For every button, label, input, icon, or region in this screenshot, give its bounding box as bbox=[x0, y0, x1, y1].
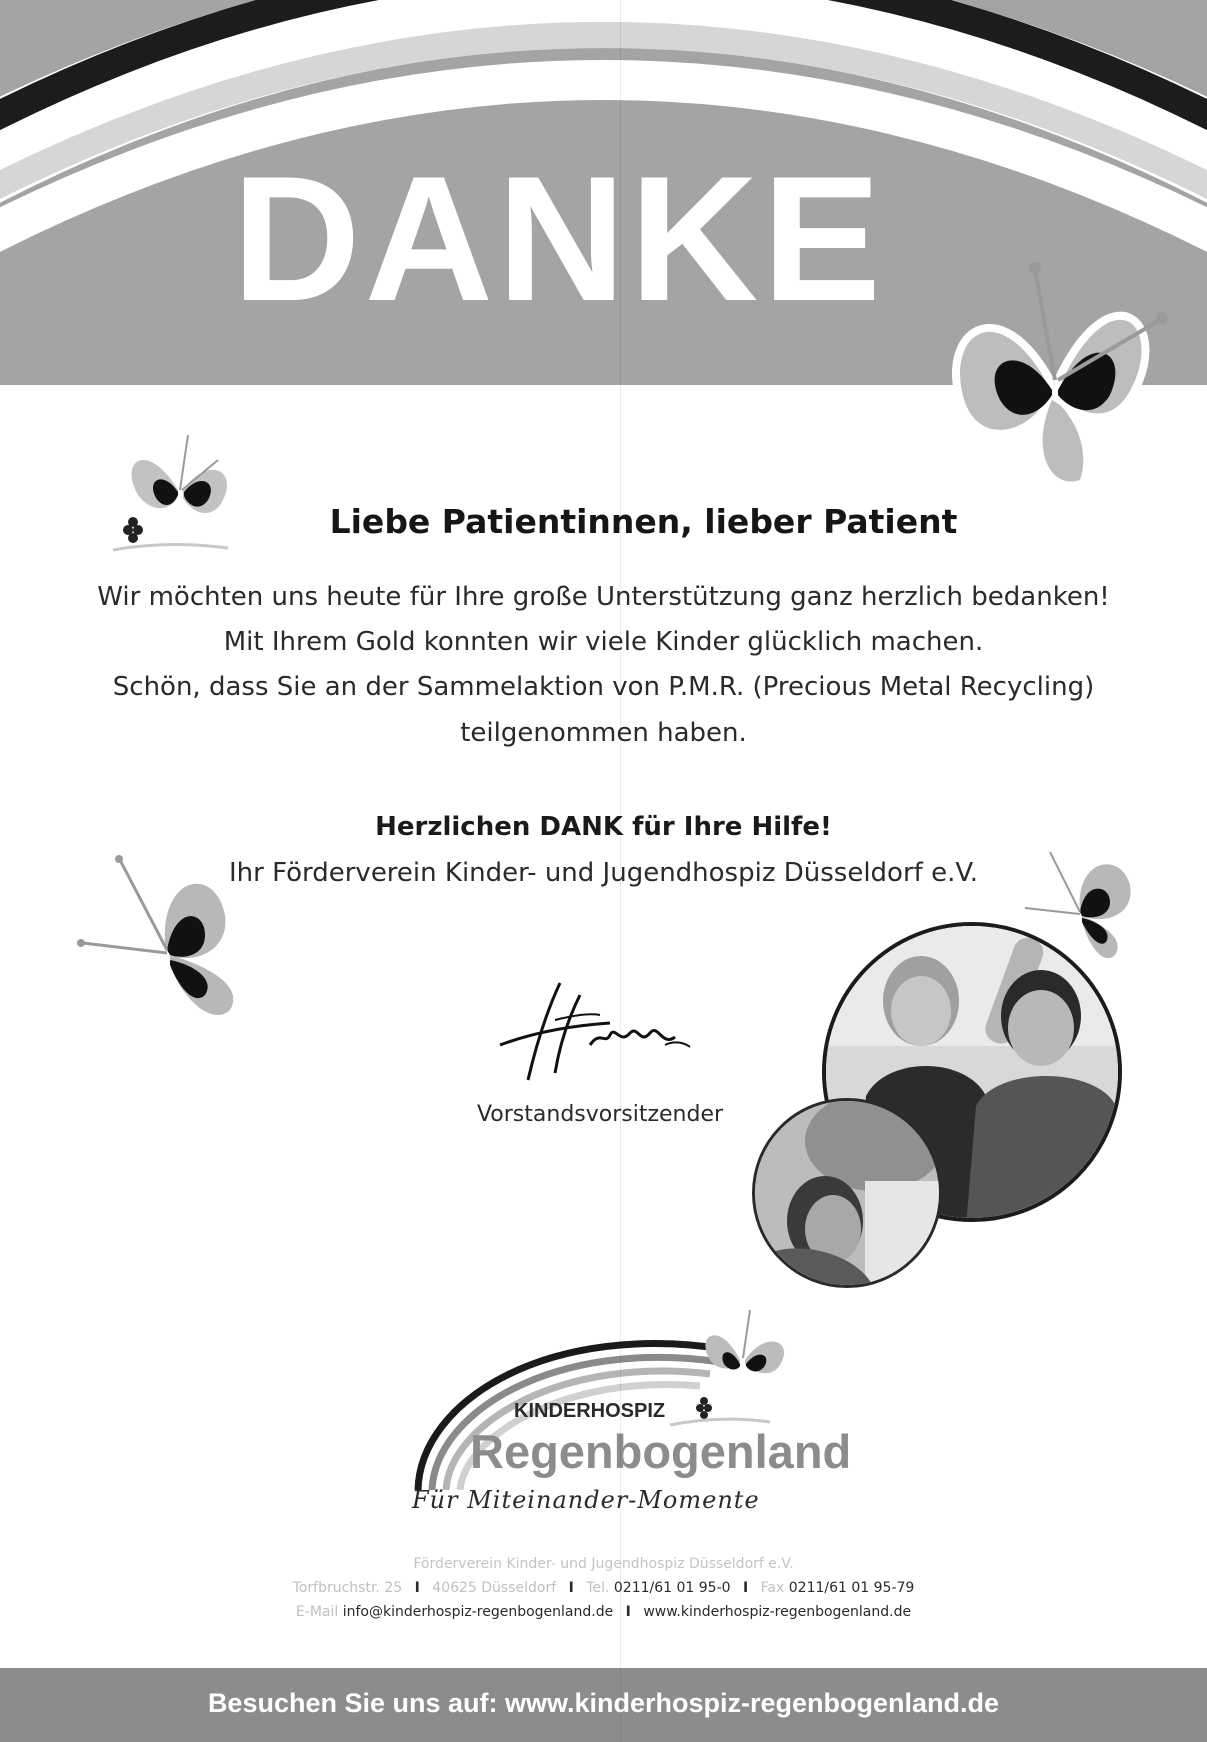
footer-email-link[interactable]: info@kinderhospiz-regenbogenland.de bbox=[342, 1604, 614, 1620]
footer-organization: Förderverein Kinder- und Jugendhospiz Düsseldorf e.V. bbox=[413, 1556, 794, 1572]
page-title: DANKE bbox=[232, 139, 885, 338]
body-text-line: Schön, dass Sie an der Sammelaktion von P.M.R. (Precious Metal Recycling) bbox=[112, 672, 1095, 702]
greeting-heading: Liebe Patientinnen, lieber Patient bbox=[329, 502, 958, 541]
footer-website-link[interactable]: www.kinderhospiz-regenbogenland.de bbox=[643, 1604, 912, 1620]
footer-separator: I bbox=[568, 1580, 574, 1596]
footer-fax-label: Fax bbox=[760, 1580, 785, 1596]
footer-city: 40625 Düsseldorf bbox=[432, 1580, 557, 1596]
body-text-line: teilgenommen haben. bbox=[460, 718, 747, 748]
signer-role: Vorstandsvorsitzender bbox=[476, 1102, 724, 1127]
bottom-banner-text[interactable]: Besuchen Sie uns auf: www.kinderhospiz-regenbogenland.de bbox=[207, 1688, 1000, 1718]
footer-tel[interactable]: 0211/61 01 95-0 bbox=[613, 1580, 731, 1596]
signoff-text: Ihr Förderverein Kinder- und Jugendhospiz Düsseldorf e.V. bbox=[228, 858, 979, 888]
footer-street: Torfbruchstr. 25 bbox=[292, 1580, 403, 1596]
footer-separator: I bbox=[625, 1604, 631, 1620]
butterfly-icon bbox=[75, 855, 265, 1025]
footer-contact-line bbox=[60, 1604, 1147, 1620]
body-text-line: Wir möchten uns heute für Ihre große Unterstützung ganz herzlich bedanken! bbox=[97, 582, 1110, 612]
fold-line-divider bbox=[620, 0, 621, 1742]
body-text-line: Mit Ihrem Gold konnten wir viele Kinder glücklich machen. bbox=[223, 627, 984, 657]
thanks-heading: Herzlichen DANK für Ihre Hilfe! bbox=[375, 812, 832, 842]
footer-tel-label: Tel. bbox=[586, 1580, 610, 1596]
footer-separator: I bbox=[742, 1580, 749, 1596]
logo-label-kinderhospiz: KINDERHOSPIZ bbox=[514, 1400, 666, 1422]
photo-child-small bbox=[752, 1098, 942, 1288]
butterfly-icon bbox=[940, 250, 1170, 510]
footer-fax: 0211/61 01 95-79 bbox=[788, 1580, 915, 1596]
footer-separator: I bbox=[414, 1580, 420, 1596]
signature-image bbox=[490, 975, 700, 1085]
footer-email-label: E-Mail bbox=[295, 1604, 339, 1620]
footer-address-line bbox=[60, 1580, 1147, 1596]
logo-label-regenbogenland: Regenbogenland bbox=[470, 1425, 852, 1478]
logo-tagline: Für Miteinander-Momente bbox=[412, 1486, 760, 1514]
